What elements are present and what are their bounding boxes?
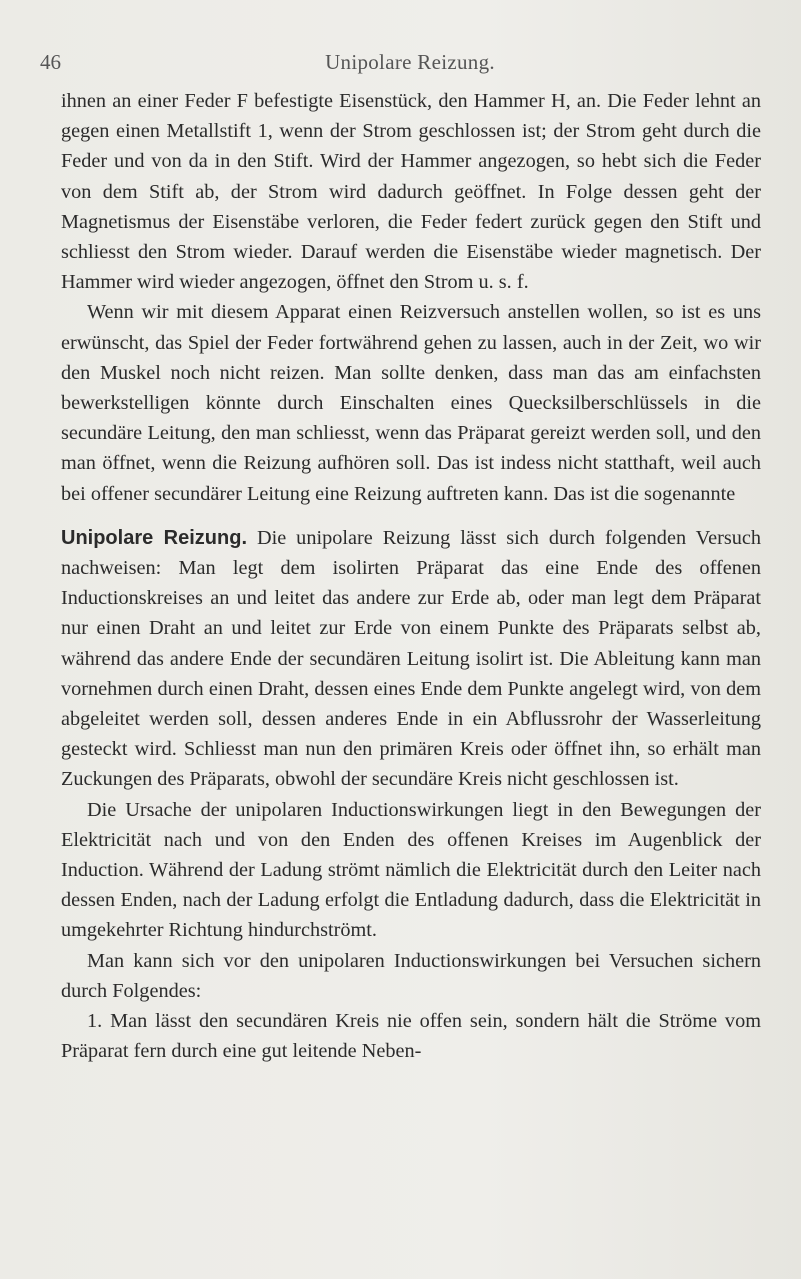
running-title: Unipolare Reizung. xyxy=(325,50,495,74)
paragraph-2-text: Wenn wir mit diesem Apparat einen Reizversuch anstellen wollen, so ist es uns erwünscht, das Spiel der Feder fortwährend gehen zu lassen, auch in der Zeit, wo wir den Muskel noch nicht reizen. Man sollte denken, dass man das am einfachsten bewerkstelligen könnte durch Einschalten eines Quecksilberschlüssels in die secundäre Leitung, den man schliesst, wenn das Präparat gereizt werden soll, und den man öffnet, wenn die Reizung aufhören soll. Das ist indess nicht statthaft, weil auch bei offener secundärer Leitung eine Reizung auftreten kann. Das ist die sogenannte xyxy=(61,301,761,505)
paragraph-1 xyxy=(61,86,761,297)
paragraph-2 xyxy=(61,297,761,508)
paragraph-4 xyxy=(61,795,761,946)
paragraph-5 xyxy=(61,946,761,1006)
body-text xyxy=(61,86,761,1067)
paragraph-5-text: Man kann sich vor den unipolaren Inductionswirkungen bei Versuchen sichern durch Folgendes: xyxy=(61,949,761,1002)
paragraph-6-text: 1. Man lässt den secundären Kreis nie offen sein, sondern hält die Ströme vom Präparat fern durch eine gut leitende Neben- xyxy=(61,1010,761,1063)
paragraph-3 xyxy=(61,523,761,795)
page-number: 46 xyxy=(40,50,61,74)
paragraph-6 xyxy=(61,1006,761,1066)
paragraph-4-text: Die Ursache der unipolaren Inductionswirkungen liegt in den Bewegungen der Elektricität nach und von den Enden des offenen Kreises im Augenblick der Induction. Während der Ladung strömt nämlich die Elektricität durch den Leiter nach dessen Enden, nach der Ladung erfolgt die Entladung dadurch, dass die Elektricität in umgekehrter Richtung hindurchströmt. xyxy=(61,798,761,942)
paragraph-3-text: Die unipolare Reizung lässt sich durch folgenden Versuch nachweisen: Man legt dem isolirten Präparat das eine Ende des offenen Inductionskreises an und leitet das andere zur Erde ab, oder man legt dem Präparat nur einen Draht an und leitet zur Erde von einem Punkte des Präparats selbst ab, während das andere Ende der secundären Leitung isolirt ist. Die Ableitung kann man vornehmen durch einen Draht, dessen eines Ende dem Punkte angelegt wird, von dem abgeleitet werden soll, dessen anderes Ende in ein Abflussrohr der Wasserleitung gesteckt wird. Schliesst man nun den primären Kreis oder öffnet ihn, so erhält man Zuckungen des Präparats, obwohl der secundäre Kreis nicht geschlossen ist. xyxy=(61,526,761,791)
section-heading: Unipolare Reizung. xyxy=(61,526,247,549)
page-header xyxy=(40,50,780,80)
paragraph-1-text: ihnen an einer Feder F befestigte Eisenstück, den Hammer H, an. Die Feder lehnt an gegen einen Metallstift 1, wenn der Strom geschlossen ist; der Strom geht durch die Feder und von da in den Stift. Wird der Hammer angezogen, so hebt sich die Feder von dem Stift ab, der Strom wird dadurch geöffnet. In Folge dessen geht der Magnetismus der Eisenstäbe verloren, die Feder federt zurück gegen den Stift und schliesst den Strom wieder. Darauf werden die Eisenstäbe wieder magnetisch. Der Hammer wird wieder angezogen, öffnet den Strom u. s. f. xyxy=(61,90,761,294)
